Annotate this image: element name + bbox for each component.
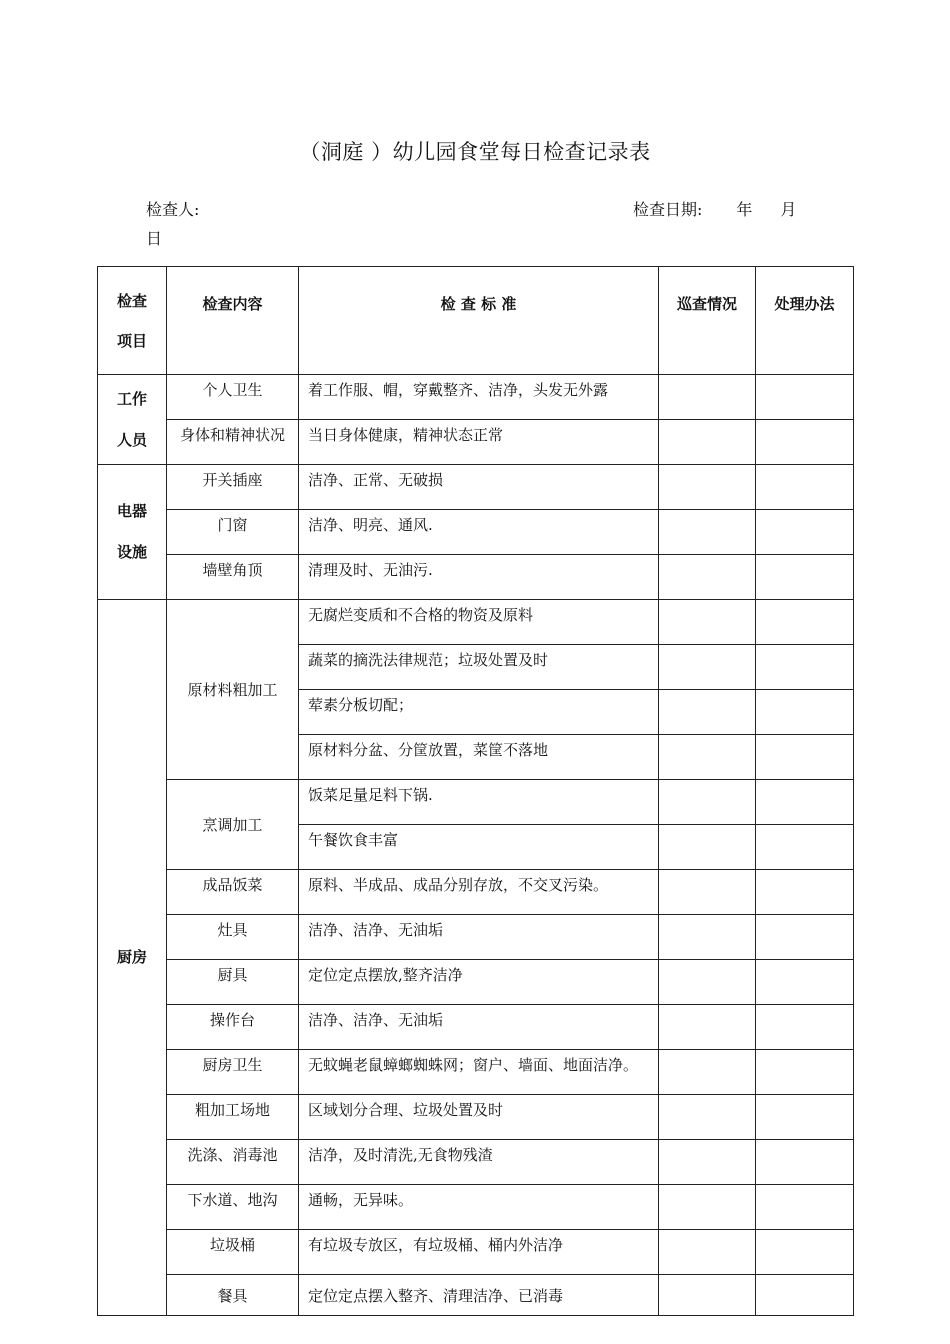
patrol-cell[interactable]	[659, 645, 756, 690]
row-content: 成品饭菜	[167, 870, 299, 915]
category-electric	[98, 465, 167, 600]
table-row	[98, 1005, 854, 1050]
table-row	[98, 510, 854, 555]
row-content: 门窗	[167, 510, 299, 555]
row-standard: 洁净、明亮、通风.	[299, 510, 659, 555]
patrol-cell[interactable]	[659, 465, 756, 510]
table-row	[98, 960, 854, 1005]
patrol-cell[interactable]	[659, 870, 756, 915]
handling-cell[interactable]	[756, 780, 854, 825]
table-row	[98, 1095, 854, 1140]
patrol-cell[interactable]	[659, 960, 756, 1005]
header-standard: 检 查 标 准	[299, 267, 659, 375]
header-row	[98, 267, 854, 375]
header-handling: 处理办法	[756, 267, 854, 375]
table-row	[98, 1230, 854, 1275]
header-item-line1: 检查	[116, 291, 147, 310]
table-row	[98, 1185, 854, 1230]
row-standard: 清理及时、无油污.	[299, 555, 659, 600]
row-standard: 洁净、洁净、无油垢	[299, 1005, 659, 1050]
inspection-table	[97, 266, 854, 1316]
patrol-cell[interactable]	[659, 735, 756, 780]
patrol-cell[interactable]	[659, 825, 756, 870]
handling-cell[interactable]	[756, 870, 854, 915]
date-label: 检查日期:	[633, 200, 703, 219]
table-row	[98, 1140, 854, 1185]
row-standard: 区域划分合理、垃圾处置及时	[299, 1095, 659, 1140]
patrol-cell[interactable]	[659, 600, 756, 645]
row-standard: 洁净，及时清洗,无食物残渣	[299, 1140, 659, 1185]
row-content: 下水道、地沟	[167, 1185, 299, 1230]
inspector-label: 检查人:	[146, 200, 200, 219]
row-content: 粗加工场地	[167, 1095, 299, 1140]
table-row	[98, 420, 854, 465]
row-standard: 无蚊蝇老鼠蟑螂蜘蛛网；窗户、墙面、地面洁净。	[299, 1050, 659, 1095]
row-standard: 饭菜足量足料下锅.	[299, 780, 659, 825]
patrol-cell[interactable]	[659, 1275, 756, 1316]
table-row	[98, 1275, 854, 1316]
row-standard: 定位定点摆放,整齐洁净	[299, 960, 659, 1005]
row-content: 墙壁角顶	[167, 555, 299, 600]
category-electric-line2: 设施	[116, 543, 147, 561]
table-row	[98, 375, 854, 420]
handling-cell[interactable]	[756, 555, 854, 600]
patrol-cell[interactable]	[659, 1050, 756, 1095]
day-label: 日	[146, 229, 163, 248]
table-row	[98, 465, 854, 510]
row-standard: 原料、半成品、成品分别存放，不交叉污染。	[299, 870, 659, 915]
patrol-cell[interactable]	[659, 555, 756, 600]
handling-cell[interactable]	[756, 1230, 854, 1275]
patrol-cell[interactable]	[659, 780, 756, 825]
patrol-cell[interactable]	[659, 915, 756, 960]
row-content: 垃圾桶	[167, 1230, 299, 1275]
row-standard: 原材料分盆、分筐放置，菜筐不落地	[299, 735, 659, 780]
row-content: 厨房卫生	[167, 1050, 299, 1095]
handling-cell[interactable]	[756, 1275, 854, 1316]
year-label: 年	[736, 200, 753, 219]
table-row	[98, 780, 854, 825]
row-standard: 无腐烂变质和不合格的物资及原料	[299, 600, 659, 645]
patrol-cell[interactable]	[659, 1185, 756, 1230]
page-title: （洞庭 ）幼儿园食堂每日检查记录表	[299, 140, 651, 164]
row-standard: 洁净、正常、无破损	[299, 465, 659, 510]
header-content: 检查内容	[167, 267, 299, 375]
patrol-cell[interactable]	[659, 375, 756, 420]
handling-cell[interactable]	[756, 375, 854, 420]
row-content: 灶具	[167, 915, 299, 960]
table-row	[98, 1050, 854, 1095]
header-item	[98, 267, 167, 375]
category-staff-line1: 工作	[116, 389, 147, 408]
handling-cell[interactable]	[756, 1095, 854, 1140]
row-content: 餐具	[167, 1275, 299, 1316]
category-staff	[98, 375, 167, 465]
handling-cell[interactable]	[756, 960, 854, 1005]
table-row	[98, 915, 854, 960]
table-row	[98, 555, 854, 600]
handling-cell[interactable]	[756, 465, 854, 510]
header-item-line2: 项目	[116, 331, 147, 350]
row-content: 开关插座	[167, 465, 299, 510]
row-content: 洗涤、消毒池	[167, 1140, 299, 1185]
category-electric-line1: 电器	[116, 502, 147, 520]
table-row	[98, 600, 854, 645]
date-field[interactable]	[633, 197, 796, 220]
patrol-cell[interactable]	[659, 690, 756, 735]
patrol-cell[interactable]	[659, 420, 756, 465]
category-staff-line2: 人员	[116, 430, 147, 449]
category-kitchen: 厨房	[98, 600, 167, 1316]
handling-cell[interactable]	[756, 735, 854, 780]
row-standard: 当日身体健康，精神状态正常	[299, 420, 659, 465]
handling-cell[interactable]	[756, 915, 854, 960]
handling-cell[interactable]	[756, 690, 854, 735]
row-content: 身体和精神状况	[167, 420, 299, 465]
header-patrol: 巡查情况	[659, 267, 756, 375]
row-content: 厨具	[167, 960, 299, 1005]
handling-cell[interactable]	[756, 825, 854, 870]
handling-cell[interactable]	[756, 1005, 854, 1050]
row-standard: 午餐饮食丰富	[299, 825, 659, 870]
handling-cell[interactable]	[756, 1050, 854, 1095]
patrol-cell[interactable]	[659, 510, 756, 555]
row-content: 操作台	[167, 1005, 299, 1050]
handling-cell[interactable]	[756, 1140, 854, 1185]
inspector-field[interactable]	[146, 197, 199, 220]
month-label: 月	[780, 200, 797, 219]
table-row	[98, 870, 854, 915]
patrol-cell[interactable]	[659, 1140, 756, 1185]
row-standard: 通畅，无异味。	[299, 1185, 659, 1230]
row-content: 个人卫生	[167, 375, 299, 420]
row-standard: 定位定点摆入整齐、清理洁净、已消毒	[299, 1275, 659, 1316]
handling-cell[interactable]	[756, 645, 854, 690]
handling-cell[interactable]	[756, 420, 854, 465]
row-standard: 荤素分板切配；	[299, 690, 659, 735]
handling-cell[interactable]	[756, 600, 854, 645]
row-content: 原材料粗加工	[167, 600, 299, 780]
patrol-cell[interactable]	[659, 1095, 756, 1140]
row-standard: 着工作服、帽，穿戴整齐、洁净，头发无外露	[299, 375, 659, 420]
row-standard: 蔬菜的摘洗法律规范；垃圾处置及时	[299, 645, 659, 690]
patrol-cell[interactable]	[659, 1005, 756, 1050]
handling-cell[interactable]	[756, 1185, 854, 1230]
row-standard: 洁净、洁净、无油垢	[299, 915, 659, 960]
row-standard: 有垃圾专放区，有垃圾桶、桶内外洁净	[299, 1230, 659, 1275]
row-content: 烹调加工	[167, 780, 299, 870]
handling-cell[interactable]	[756, 510, 854, 555]
patrol-cell[interactable]	[659, 1230, 756, 1275]
